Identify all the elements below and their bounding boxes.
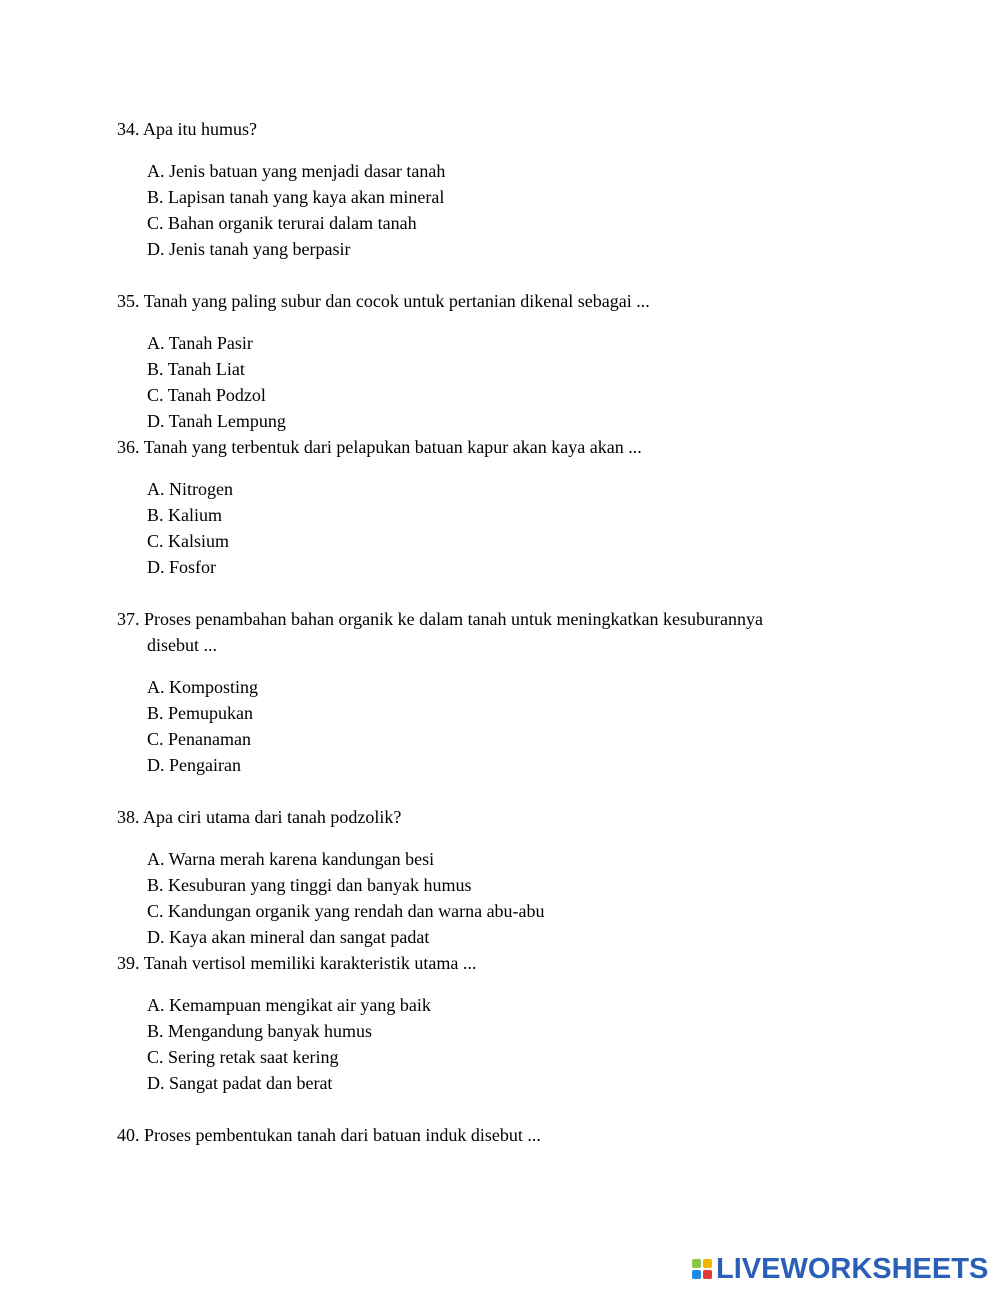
question-36-option-a[interactable]: A. Nitrogen [147, 479, 233, 499]
question-35-option-d[interactable]: D. Tanah Lempung [147, 411, 286, 431]
question-38-option-d[interactable]: D. Kaya akan mineral dan sangat padat [147, 927, 430, 947]
question-34: 34. Apa itu humus? [117, 119, 257, 139]
logo-tile-yellow [703, 1259, 712, 1268]
question-37-continuation: disebut ... [147, 635, 217, 655]
question-38-option-c[interactable]: C. Kandungan organik yang rendah dan warna abu-abu [147, 901, 545, 921]
question-37: 37. Proses penambahan bahan organik ke dalam tanah untuk meningkatkan kesuburannya [117, 609, 763, 629]
question-34-option-c[interactable]: C. Bahan organik terurai dalam tanah [147, 213, 417, 233]
question-39-option-b[interactable]: B. Mengandung banyak humus [147, 1021, 372, 1041]
question-34-option-d[interactable]: D. Jenis tanah yang berpasir [147, 239, 351, 259]
question-39-option-c[interactable]: C. Sering retak saat kering [147, 1047, 339, 1067]
liveworksheets-logo[interactable] [692, 1252, 988, 1286]
question-36-option-d[interactable]: D. Fosfor [147, 557, 217, 577]
question-36-option-c[interactable]: C. Kalsium [147, 531, 230, 551]
question-38: 38. Apa ciri utama dari tanah podzolik? [117, 807, 402, 827]
logo-tile-green [692, 1259, 701, 1268]
question-34-option-b[interactable]: B. Lapisan tanah yang kaya akan mineral [147, 187, 445, 207]
question-34-option-a[interactable]: A. Jenis batuan yang menjadi dasar tanah [147, 161, 446, 181]
question-39: 39. Tanah vertisol memiliki karakteristik utama ... [117, 953, 477, 973]
logo-tile-red [703, 1270, 712, 1279]
liveworksheets-logo-text: LIVEWORKSHEETS [716, 1253, 989, 1285]
question-37-option-c[interactable]: C. Penanaman [147, 729, 251, 749]
liveworksheets-logo-icon [692, 1259, 712, 1279]
logo-tile-blue [692, 1270, 701, 1279]
question-39-option-d[interactable]: D. Sangat padat dan berat [147, 1073, 333, 1093]
question-36-option-b[interactable]: B. Kalium [147, 505, 222, 525]
question-36: 36. Tanah yang terbentuk dari pelapukan batuan kapur akan kaya akan ... [117, 437, 642, 457]
question-38-option-b[interactable]: B. Kesuburan yang tinggi dan banyak humus [147, 875, 472, 895]
question-37-option-d[interactable]: D. Pengairan [147, 755, 241, 775]
question-39-option-a[interactable]: A. Kemampuan mengikat air yang baik [147, 995, 431, 1015]
question-37-option-a[interactable]: A. Komposting [147, 677, 259, 697]
question-38-option-a[interactable]: A. Warna merah karena kandungan besi [147, 849, 435, 869]
question-35: 35. Tanah yang paling subur dan cocok untuk pertanian dikenal sebagai ... [117, 291, 650, 311]
question-35-option-a[interactable]: A. Tanah Pasir [147, 333, 253, 353]
question-35-option-b[interactable]: B. Tanah Liat [147, 359, 245, 379]
question-40: 40. Proses pembentukan tanah dari batuan induk disebut ... [117, 1125, 541, 1145]
question-35-option-c[interactable]: C. Tanah Podzol [147, 385, 266, 405]
question-37-option-b[interactable]: B. Pemupukan [147, 703, 253, 723]
